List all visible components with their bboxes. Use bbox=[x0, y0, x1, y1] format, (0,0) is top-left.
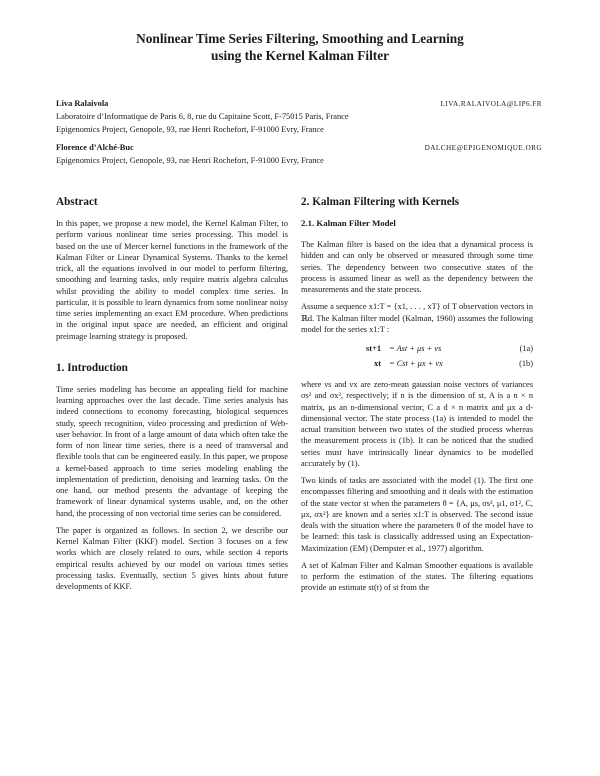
author-name: Liva Ralaivola bbox=[56, 99, 109, 108]
author-email[interactable]: LIVA.RALAIVOLA@LIP6.FR bbox=[440, 100, 542, 108]
author-affiliation: Laboratoire d’Informatique de Paris 6, 8, rue du Capitaine Scott, F-75015 Paris, France bbox=[56, 111, 349, 121]
equation-lhs: xt bbox=[374, 358, 381, 368]
author-email[interactable]: DALCHE@EPIGENOMIQUE.ORG bbox=[424, 144, 542, 153]
title-line-2: using the Kernel Kalman Filter bbox=[210, 48, 389, 63]
author-name: Florence d’Alché-Buc bbox=[56, 143, 134, 153]
body-paragraph: Two kinds of tasks are associated with the model (1). The first one encompasses filtering and smoothing and it deals with the estimation of the state vector st when the parameters θ = {A, μs, σs², μ1, σ1², C, μx, σx²} are known and a series x1:T is observed. The second issue deals with the situation where the parameters θ of the model have to be learned: this task is classically addressed using an Expectation-Maximization (EM) (Dempster et al., 1977) algorithm. bbox=[301, 476, 533, 553]
equation bbox=[301, 356, 533, 371]
body-paragraph: Assume a sequence x1:T = {x1, . . . , xT} of T observation vectors in ℝd. The Kalman filter model (Kalman, 1960) assumes the following model for the series x1:T : bbox=[301, 302, 533, 334]
body-paragraph: A set of Kalman Filter and Kalman Smoother equations is available to perform the estimation of the states. The filtering equations provide an estimate st(t) of st from the bbox=[301, 560, 533, 593]
equation-lhs: st+1 bbox=[366, 343, 381, 353]
equation bbox=[301, 341, 533, 356]
left-column bbox=[56, 196, 288, 598]
equation-block bbox=[301, 341, 533, 371]
body-paragraph: where νs and νx are zero-mean gaussian noise vectors of variances σs² and σx², respectively; if n is the dimension of st, A is a n × n matrix, μs an n-dimensional vector, C a d × n matrix and μx a d-dimensional vector. The state process (1a) is intended to model the actual transition between two states of the studied process whereas the measurement process is (1b). It can be noticed that the studied series must have intrinsically linear dynamics to be modelled accurately by (1). bbox=[301, 380, 533, 468]
author-row bbox=[56, 98, 542, 111]
author-row bbox=[56, 142, 542, 155]
author-affiliation: Epigenomics Project, Genopole, 93, rue Henri Rochefort, F-91000 Evry, France bbox=[56, 124, 324, 134]
introduction-paragraph: Time series modeling has become an appealing field for machine learning approaches over the last decade. Time series analysis has indeed connections to economy forecasting, biological sequences study, speech recognition, video processing and prediction of Web-user behavior. In front of a large amount of data which often take the form of non linear time series, there is a need of transversal and flexible tools that can be engineered easily. In this paper, we propose a kernel-based approach to time series modeling enabling the implementation of prediction, denoising and learning tasks. On the one hand, our method presents the advantage of keeping the framework of linear dynamical systems usable, and, on the other hand, the processing of non vectorial time series can be considered. bbox=[56, 384, 288, 518]
introduction-heading: 1. Introduction bbox=[56, 361, 128, 374]
subsection-heading: 2.1. Kalman Filter Model bbox=[301, 218, 396, 228]
equation-number: (1a) bbox=[519, 343, 533, 353]
paper-title bbox=[60, 30, 540, 64]
author-block bbox=[56, 98, 542, 168]
equation-number: (1b) bbox=[519, 358, 533, 368]
section-heading: 2. Kalman Filtering with Kernels bbox=[301, 196, 460, 208]
author-affiliation: Epigenomics Project, Genopole, 93, rue Henri Rochefort, F-91000 Evry, France bbox=[56, 156, 324, 166]
abstract-text: In this paper, we propose a new model, the Kernel Kalman Filter, to perform various nonlinear time series processing. This model is based on the use of Mercer kernel functions in the framework of the Kalman Filter or Linear Dynamical Systems. Thanks to the kernel trick, all the equations involved in our model to perform filtering, smoothing and learning tasks, only require matrix algebra calculus whilst providing the ability to model complex time series. In particular, it is possible to learn dynamics from some nonlinear noisy time series implementing an exact EM procedure. When predictions in the original input space are needed, an efficient and original preimage learning strategy is proposed. bbox=[56, 219, 288, 341]
right-column bbox=[301, 196, 533, 600]
body-paragraph: The Kalman filter is based on the idea that a dynamical process is hidden and can only be observed or measured through some time series. The dependency between two consecutive states of the process is assumed linear as well as the dependency between the measurements and the state process. bbox=[301, 240, 533, 294]
equation-rhs: = Ast + μs + νs bbox=[389, 343, 442, 353]
introduction-paragraph: The paper is organized as follows. In section 2, we describe our Kernel Kalman Filter (KKF) model. Section 3 focuses on a few works which are closely related to ours, while section 4 reports empirical results achieved by our model on various times series processing tasks. Eventually, section 5 gives hints about future developments of KKF. bbox=[56, 525, 288, 591]
abstract-heading: Abstract bbox=[56, 196, 98, 208]
equation-rhs: = Cst + μx + νx bbox=[389, 358, 443, 368]
title-line-1: Nonlinear Time Series Filtering, Smoothing and Learning bbox=[136, 31, 464, 46]
